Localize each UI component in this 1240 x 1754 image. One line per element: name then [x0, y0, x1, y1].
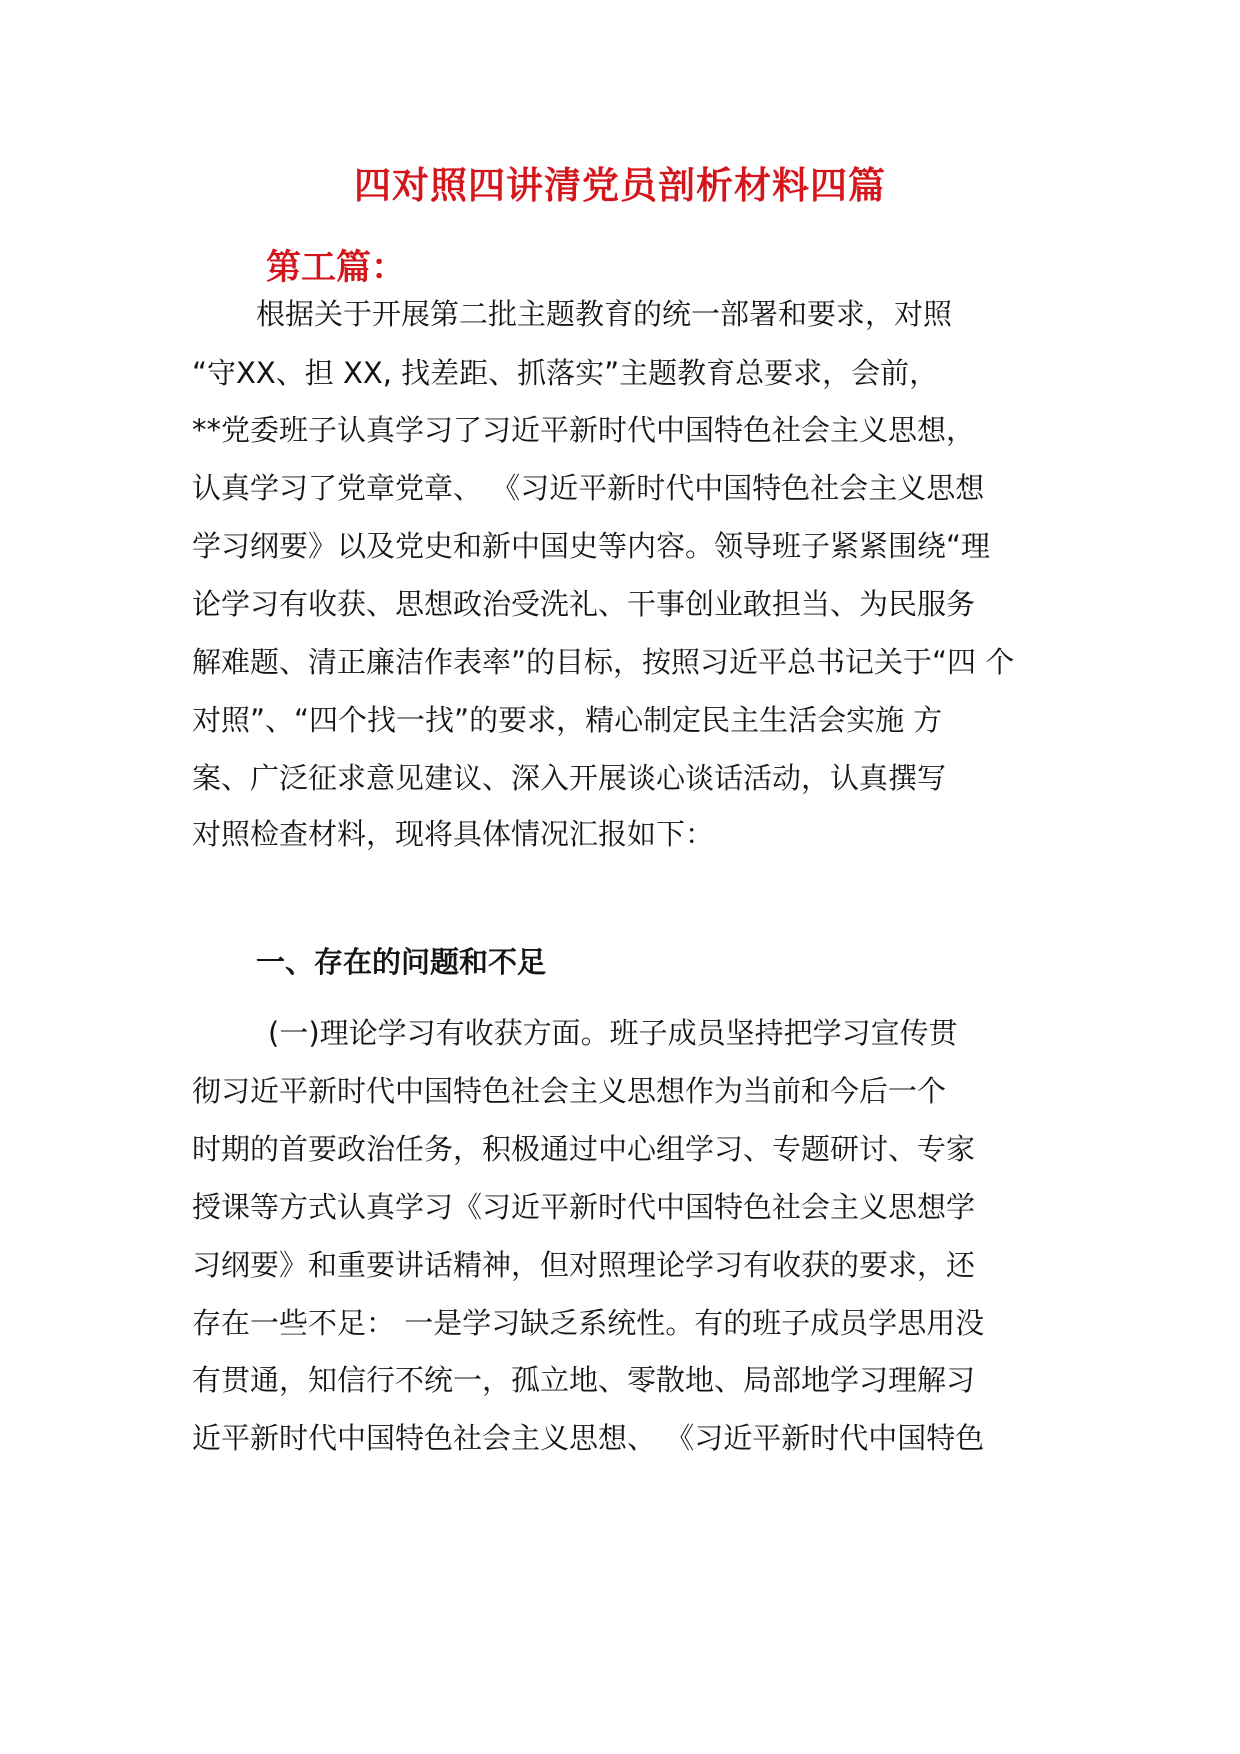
intro-line: “守XX、担 XX, 找差距、抓落实”主题教育总要求，会前， — [192, 356, 939, 390]
intro-line: 学习纲要》以及党史和新中国史等内容。领导班子紧紧围绕“理 — [192, 529, 991, 563]
section-line: 时期的首要政治任务，积极通过中心组学习、专题研讨、专家 — [192, 1132, 976, 1166]
section-line: 近平新时代中国特色社会主义思想、 《习近平新时代中国特色 — [192, 1421, 985, 1455]
intro-line: 案、广泛征求意见建议、深入开展谈心谈话活动，认真撰写 — [192, 761, 947, 795]
section-line: 存在一些不足： 一是学习缺乏系统性。有的班子成员学思用没 — [192, 1306, 985, 1340]
intro-line: 解难题、清正廉洁作表率”的目标，按照习近平总书记关于“四 个 — [192, 645, 1015, 679]
intro-line: 论学习有收获、思想政治受洗礼、干事创业敢担当、为民服务 — [192, 587, 976, 621]
section-line: 习纲要》和重要讲话精神，但对照理论学习有收获的要求，还 — [192, 1248, 976, 1282]
intro-line: **党委班子认真学习了习近平新时代中国特色社会主义思想， — [192, 413, 976, 447]
section-line: 有贯通，知信行不统一，孤立地、零散地、局部地学习理解习 — [192, 1363, 976, 1397]
document-subtitle: 第工篇： — [266, 247, 407, 288]
document-title: 四对照四讲清党员剖析材料四篇 — [354, 163, 886, 207]
intro-line: 认真学习了党章党章、 《习近平新时代中国特色社会主义思想 — [192, 471, 985, 505]
section-line: 授课等方式认真学习《习近平新时代中国特色社会主义思想学 — [192, 1190, 976, 1224]
intro-line: 对照”、“四个找一找”的要求，精心制定民主生活会实施 方 — [192, 703, 943, 737]
section-heading: 一、存在的问题和不足 — [256, 945, 547, 979]
section-line: (一)理论学习有收获方面。班子成员坚持把学习宣传贯 — [268, 1016, 958, 1050]
section-line: 彻习近平新时代中国特色社会主义思想作为当前和今后一个 — [192, 1074, 947, 1108]
intro-line: 根据关于开展第二批主题教育的统一部署和要求，对照 — [256, 297, 953, 331]
intro-line: 对照检查材料，现将具体情况汇报如下： — [192, 817, 715, 851]
